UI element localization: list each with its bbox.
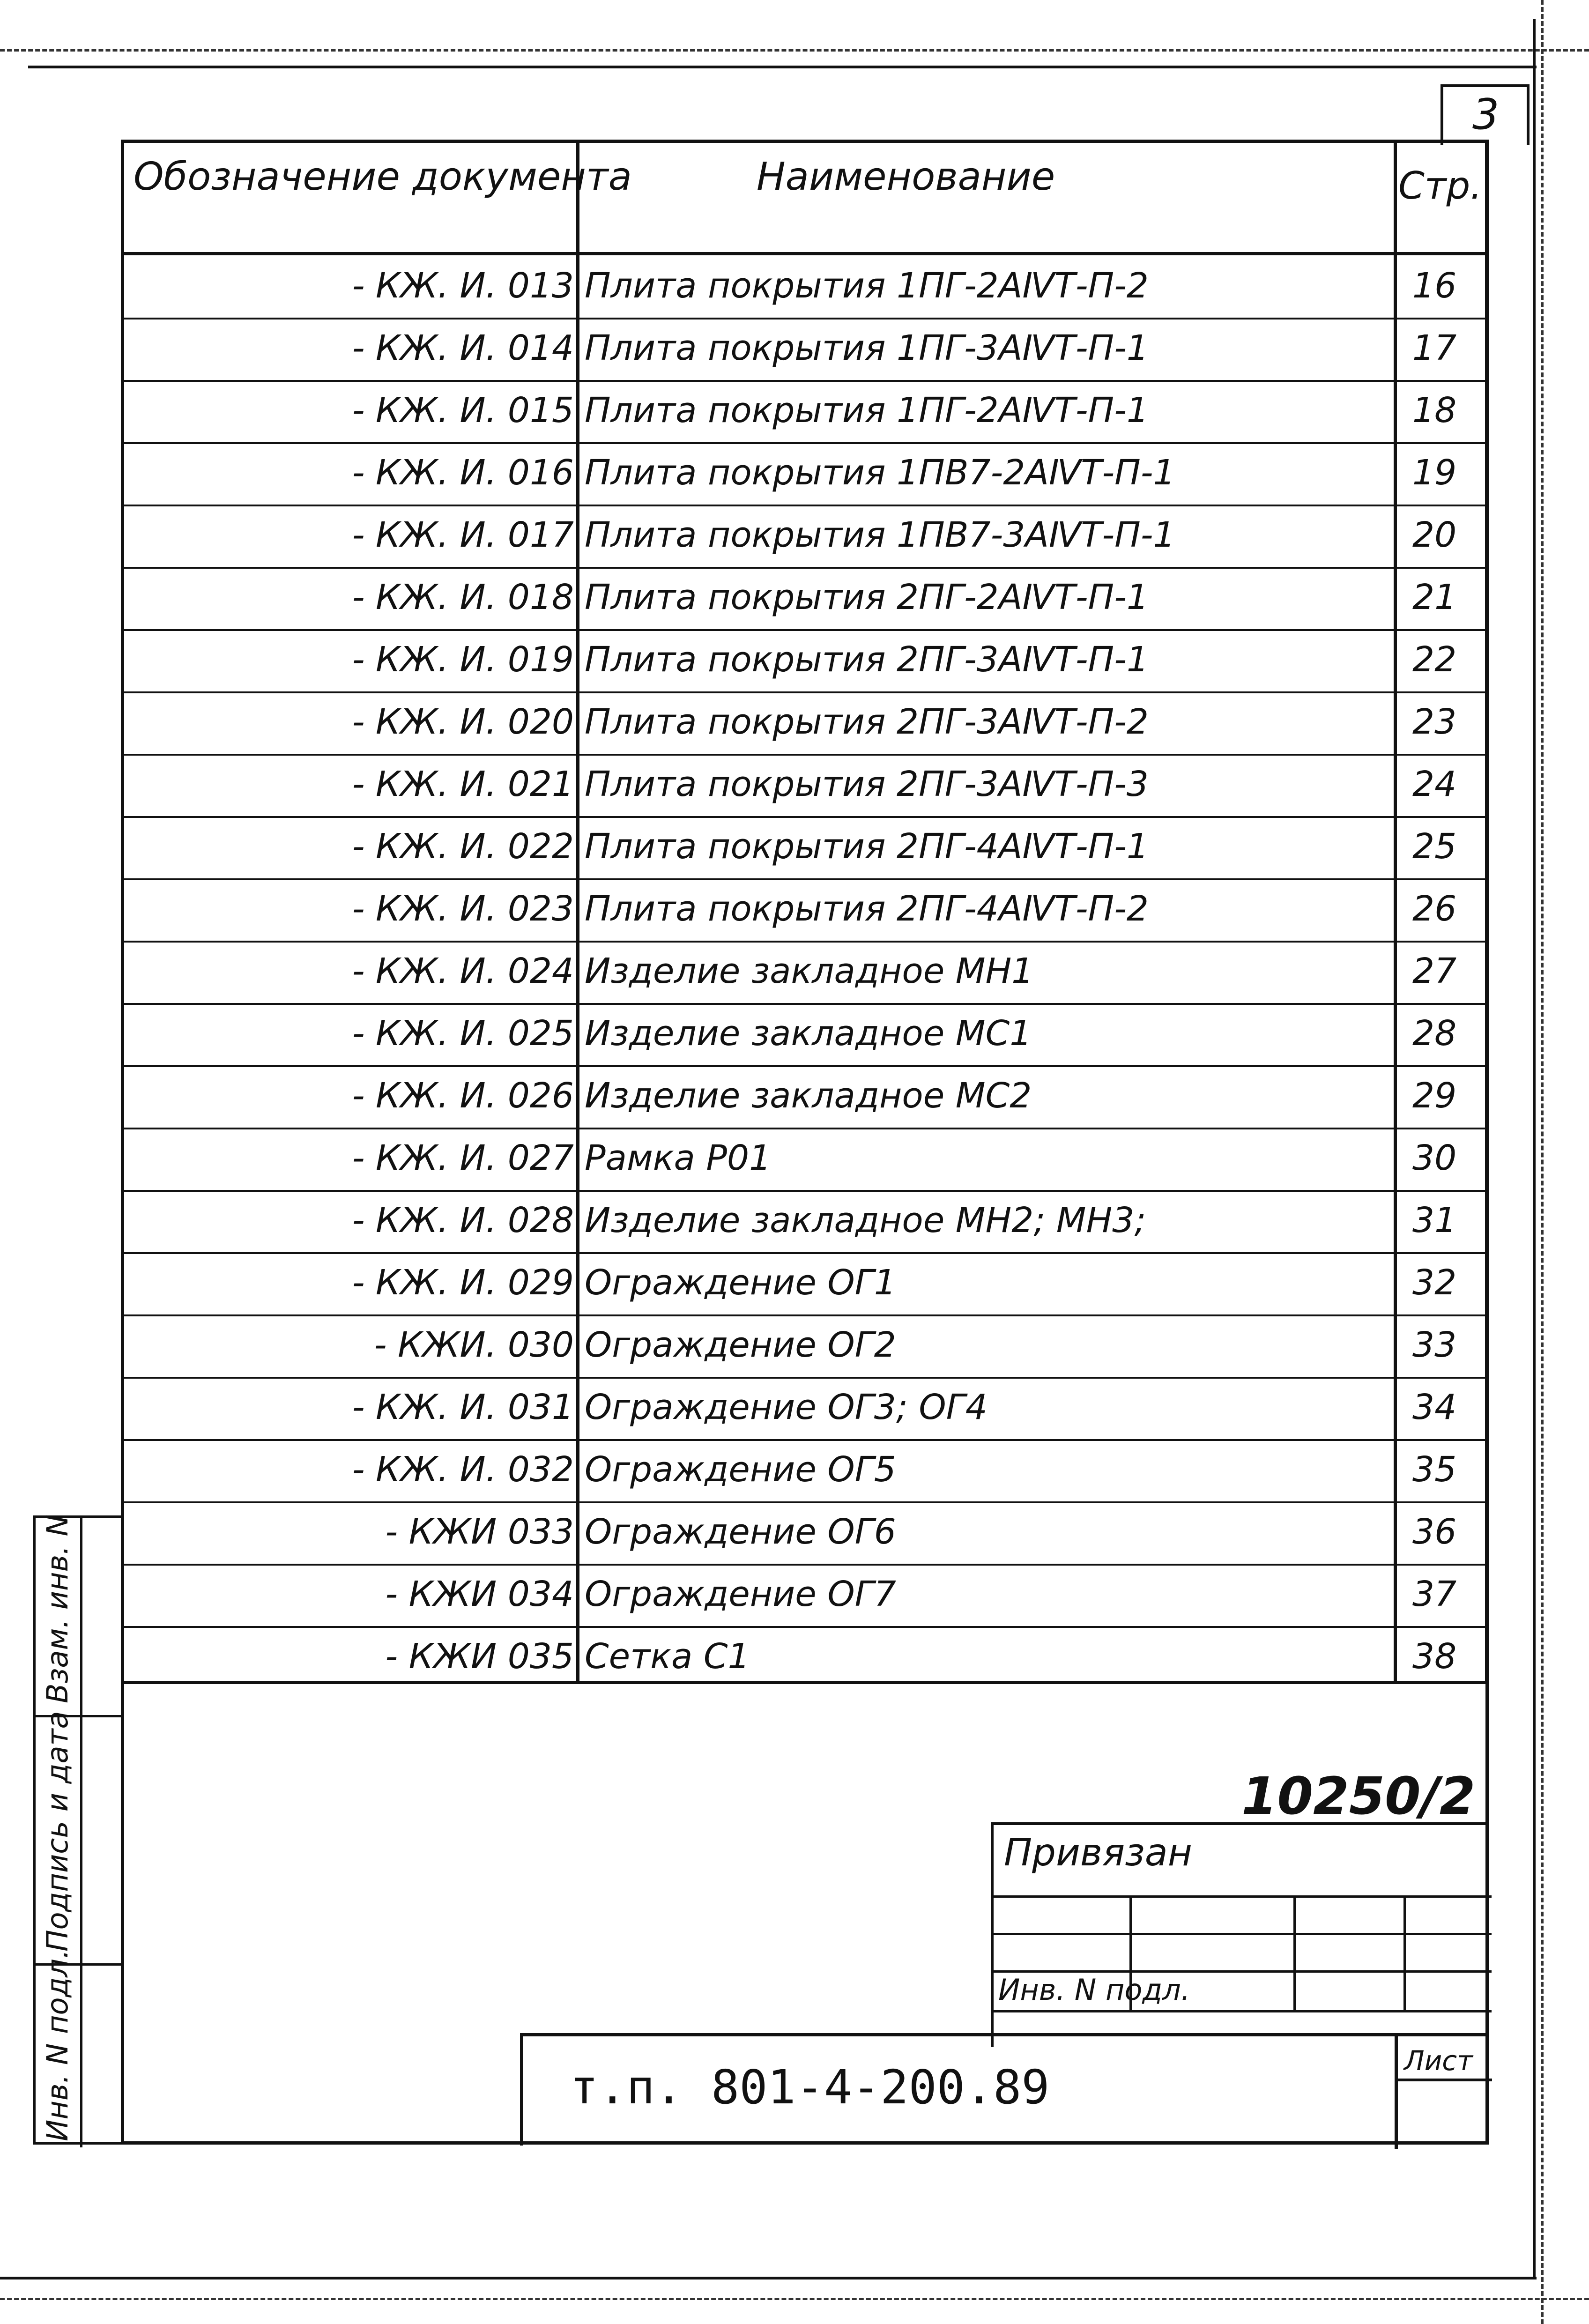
row-designation: - КЖ. И. 027 bbox=[352, 1138, 574, 1178]
row-divider bbox=[121, 1377, 1489, 1379]
row-designation: - КЖИ 033 bbox=[385, 1512, 574, 1552]
row-divider bbox=[121, 1626, 1489, 1628]
row-divider bbox=[121, 567, 1489, 569]
row-divider bbox=[121, 629, 1489, 631]
row-designation: - КЖ. И. 014 bbox=[352, 328, 574, 368]
row-page: 31 bbox=[1412, 1200, 1457, 1240]
row-divider bbox=[121, 1314, 1489, 1316]
row-name: Плита покрытия 1ПГ-2АⅣТ-П-1 bbox=[585, 390, 1149, 431]
row-page: 22 bbox=[1412, 639, 1457, 680]
row-name: Рамка Р01 bbox=[585, 1138, 772, 1178]
inv-label: Инв. N подл. bbox=[998, 1973, 1190, 2007]
row-page: 30 bbox=[1412, 1138, 1457, 1178]
side-field-signature-date: Подпись и дата bbox=[40, 1711, 74, 1952]
linked-col-line-2 bbox=[1293, 1895, 1296, 2012]
row-divider bbox=[121, 1065, 1489, 1067]
row-divider bbox=[121, 1564, 1489, 1566]
right-frame-line bbox=[1533, 19, 1536, 2279]
row-page: 26 bbox=[1412, 889, 1457, 929]
row-designation: - КЖ. И. 016 bbox=[352, 453, 574, 493]
row-page: 24 bbox=[1412, 764, 1457, 804]
row-designation: - КЖ. И. 032 bbox=[352, 1449, 574, 1490]
row-page: 21 bbox=[1412, 577, 1457, 617]
row-name: Плита покрытия 2ПГ-4АⅣТ-П-1 bbox=[585, 826, 1149, 867]
right-cut-line bbox=[1541, 0, 1544, 2324]
top-cut-line bbox=[0, 49, 1589, 52]
title-block bbox=[520, 2033, 1489, 2146]
row-name: Изделие закладное МС2 bbox=[585, 1076, 1032, 1116]
linked-label: Привязан bbox=[1004, 1831, 1193, 1874]
row-name: Ограждение ОГ6 bbox=[585, 1512, 896, 1552]
row-divider bbox=[121, 1190, 1489, 1192]
row-designation: - КЖ. И. 019 bbox=[352, 639, 574, 680]
row-divider bbox=[121, 941, 1489, 943]
row-designation: - КЖ. И. 021 bbox=[352, 764, 574, 804]
row-divider bbox=[121, 442, 1489, 444]
row-designation: - КЖИ. 030 bbox=[374, 1325, 574, 1365]
row-name: Плита покрытия 2ПГ-3АⅣТ-П-3 bbox=[585, 764, 1149, 804]
header-bottom-line bbox=[121, 252, 1489, 255]
row-designation: - КЖ. И. 020 bbox=[352, 702, 574, 742]
linked-row-line-1 bbox=[994, 1895, 1492, 1898]
row-name: Плита покрытия 2ПГ-2АⅣТ-П-1 bbox=[585, 577, 1149, 617]
row-name: Ограждение ОГ1 bbox=[585, 1262, 896, 1303]
row-page: 36 bbox=[1412, 1512, 1457, 1552]
row-name: Ограждение ОГ2 bbox=[585, 1325, 896, 1365]
row-page: 27 bbox=[1412, 951, 1457, 991]
row-name: Изделие закладное МН1 bbox=[585, 951, 1034, 991]
row-divider bbox=[121, 1003, 1489, 1005]
row-divider bbox=[121, 1501, 1489, 1503]
row-divider bbox=[121, 878, 1489, 880]
row-designation: - КЖ. И. 022 bbox=[352, 826, 574, 867]
row-designation: - КЖ. И. 026 bbox=[352, 1076, 574, 1116]
row-page: 33 bbox=[1412, 1325, 1457, 1365]
ref-number: 10250/2 bbox=[1241, 1766, 1476, 1826]
row-designation: - КЖ. И. 018 bbox=[352, 577, 574, 617]
sheet-col-line bbox=[1395, 2036, 1398, 2149]
linked-row-line-2 bbox=[994, 1933, 1492, 1935]
row-name: Плита покрытия 2ПГ-4АⅣТ-П-2 bbox=[585, 889, 1149, 929]
row-page: 29 bbox=[1412, 1076, 1457, 1116]
row-divider bbox=[121, 754, 1489, 756]
bottom-cut-line bbox=[0, 2298, 1589, 2300]
row-page: 25 bbox=[1412, 826, 1457, 867]
side-col-line bbox=[80, 1518, 82, 2147]
row-divider bbox=[121, 1252, 1489, 1254]
row-divider bbox=[121, 816, 1489, 818]
row-name: Сетка С1 bbox=[585, 1636, 750, 1677]
side-field-inv-original: Инв. N подл. bbox=[40, 1949, 74, 2141]
row-name: Изделие закладное МС1 bbox=[585, 1013, 1032, 1054]
row-divider bbox=[121, 380, 1489, 382]
sheet-row-line bbox=[1395, 2079, 1492, 2081]
row-page: 32 bbox=[1412, 1262, 1457, 1303]
linked-stamp bbox=[991, 1822, 1489, 2047]
row-divider bbox=[121, 318, 1489, 319]
row-page: 34 bbox=[1412, 1387, 1457, 1427]
right-table-edge bbox=[1485, 140, 1488, 1683]
top-frame-line bbox=[28, 66, 1537, 68]
row-designation: - КЖ. И. 013 bbox=[352, 266, 574, 306]
row-page: 35 bbox=[1412, 1449, 1457, 1490]
row-name: Плита покрытия 2ПГ-3АⅣТ-П-1 bbox=[585, 639, 1149, 680]
row-page: 17 bbox=[1412, 328, 1457, 368]
row-name: Ограждение ОГ7 bbox=[585, 1574, 896, 1614]
bottom-frame-line bbox=[0, 2277, 1537, 2279]
row-designation: - КЖ. И. 029 bbox=[352, 1262, 574, 1303]
header-designation: Обозначение документа bbox=[134, 155, 632, 199]
row-name: Плита покрытия 1ПГ-3АⅣТ-П-1 bbox=[585, 328, 1149, 368]
row-designation: - КЖ. И. 015 bbox=[352, 390, 574, 431]
row-page: 20 bbox=[1412, 515, 1457, 555]
row-page: 18 bbox=[1412, 390, 1457, 431]
row-page: 19 bbox=[1412, 453, 1457, 493]
row-divider bbox=[121, 1439, 1489, 1441]
row-divider bbox=[121, 1128, 1489, 1129]
row-designation: - КЖИ 035 bbox=[385, 1636, 574, 1677]
column-divider-2 bbox=[1394, 140, 1397, 1683]
row-page: 37 bbox=[1412, 1574, 1457, 1614]
linked-row-line-4 bbox=[994, 2010, 1492, 2012]
sheet-label: Лист bbox=[1404, 2045, 1473, 2077]
row-name: Ограждение ОГ5 bbox=[585, 1449, 896, 1490]
row-page: 23 bbox=[1412, 702, 1457, 742]
row-name: Ограждение ОГ3; ОГ4 bbox=[585, 1387, 988, 1427]
header-page: Стр. bbox=[1398, 164, 1482, 208]
row-designation: - КЖ. И. 017 bbox=[352, 515, 574, 555]
row-designation: - КЖ. И. 024 bbox=[352, 951, 574, 991]
row-name: Плита покрытия 1ПВ7-3АⅣТ-П-1 bbox=[585, 515, 1175, 555]
row-designation: - КЖ. И. 025 bbox=[352, 1013, 574, 1054]
row-page: 28 bbox=[1412, 1013, 1457, 1054]
doc-code: т.п. 801-4-200.89 bbox=[570, 2060, 1050, 2115]
row-designation: - КЖ. И. 028 bbox=[352, 1200, 574, 1240]
linked-col-line-3 bbox=[1403, 1895, 1406, 2012]
header-name: Наименование bbox=[757, 155, 1055, 199]
page-number-box bbox=[1440, 84, 1530, 145]
column-divider-1 bbox=[576, 140, 579, 1683]
side-field-replace-inv: Взам. инв. N bbox=[40, 1515, 74, 1703]
row-divider bbox=[121, 505, 1489, 506]
row-name: Изделие закладное МН2; МН3; bbox=[585, 1200, 1146, 1240]
table-bottom-line bbox=[121, 1681, 1489, 1684]
row-page: 38 bbox=[1412, 1636, 1457, 1677]
row-page: 16 bbox=[1412, 266, 1457, 306]
row-designation: - КЖ. И. 031 bbox=[352, 1387, 574, 1427]
row-designation: - КЖ. И. 023 bbox=[352, 889, 574, 929]
row-designation: - КЖИ 034 bbox=[385, 1574, 574, 1614]
row-name: Плита покрытия 2ПГ-3АⅣТ-П-2 bbox=[585, 702, 1149, 742]
page-number: 3 bbox=[1472, 90, 1500, 139]
row-name: Плита покрытия 1ПГ-2АⅣТ-П-2 bbox=[585, 266, 1149, 306]
side-margin-stamp bbox=[33, 1515, 121, 2145]
row-divider bbox=[121, 691, 1489, 693]
row-name: Плита покрытия 1ПВ7-2АⅣТ-П-1 bbox=[585, 453, 1175, 493]
